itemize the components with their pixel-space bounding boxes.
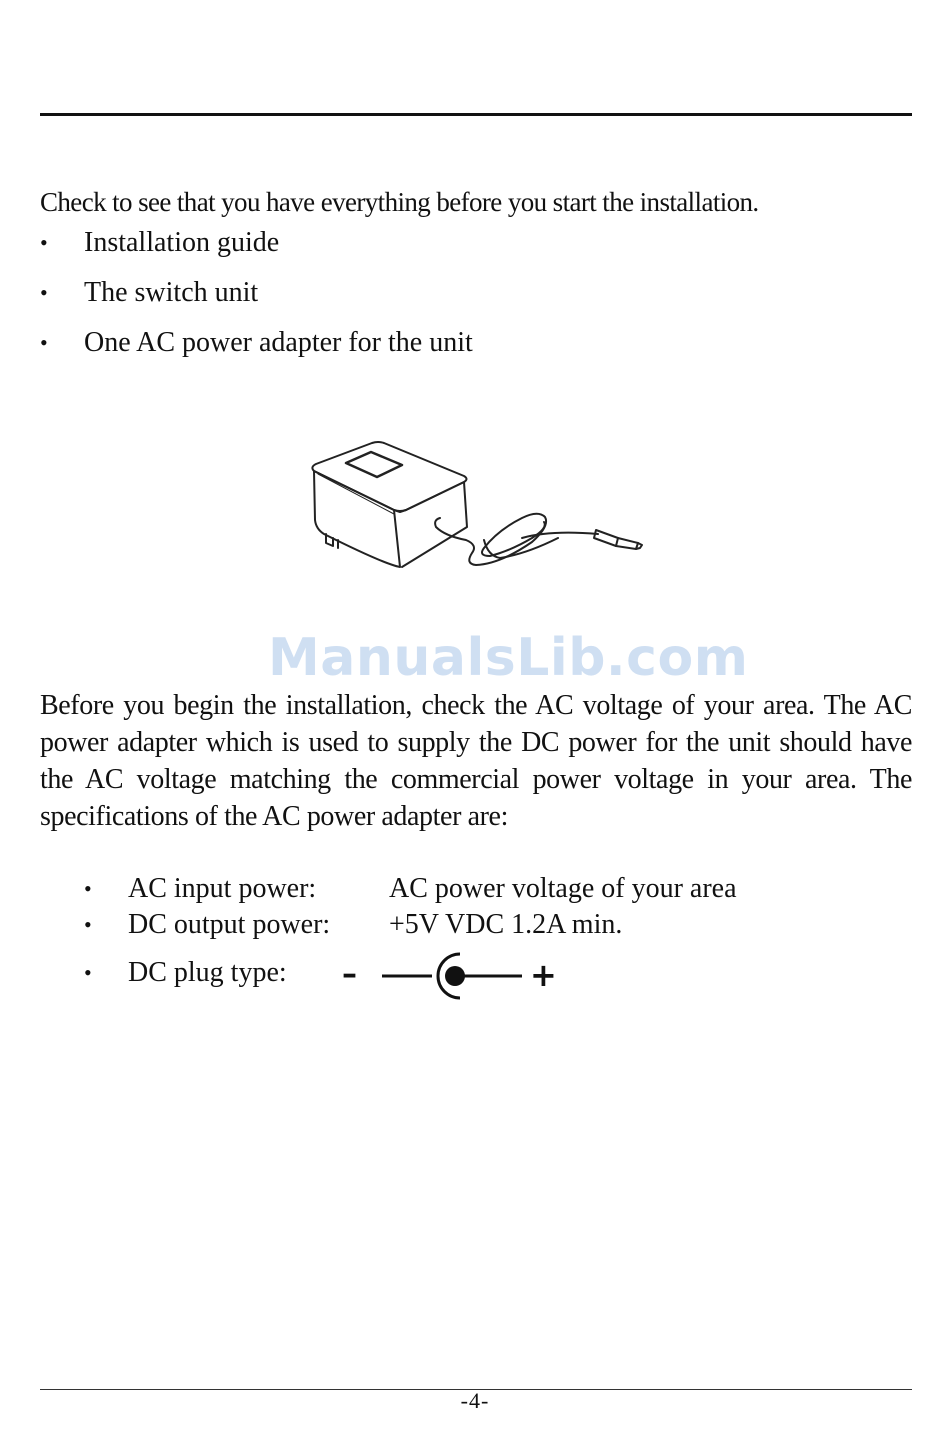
bullet: • — [40, 280, 48, 305]
bullet: • — [84, 912, 92, 937]
dc-plug-polarity-icon — [342, 948, 562, 1004]
bullet: • — [84, 960, 92, 985]
spec-label: DC plug type: — [128, 957, 287, 988]
intro-text: Check to see that you have everything before you start the installation. — [40, 187, 759, 217]
list-item-text: Installation guide — [84, 227, 280, 258]
spec-label: AC input power: — [128, 873, 317, 904]
minus-sign: – — [342, 957, 357, 992]
list-item-text: The switch unit — [84, 277, 259, 308]
bullet: • — [40, 330, 48, 355]
spec-label: DC output power: — [128, 909, 331, 940]
bullet: • — [40, 230, 48, 255]
watermark: ManualsLib.com — [268, 628, 749, 688]
spec-value: +5V VDC 1.2A min. — [389, 909, 623, 940]
list-item-text: One AC power adapter for the unit — [84, 327, 473, 358]
header-rule — [40, 113, 912, 116]
ac-adapter-illustration — [300, 430, 650, 580]
spec-value: AC power voltage of your area — [389, 873, 737, 904]
voltage-paragraph: Before you begin the installation, check the AC voltage of your area. The AC power adapter which is used to supply the DC power for the unit should have the AC voltage matching the commercial power voltage in your area. The specifications of the AC power adapter are: — [40, 690, 912, 832]
bullet: • — [84, 876, 92, 901]
page-number: -4- — [460, 1388, 490, 1413]
plus-sign: + — [530, 956, 557, 994]
spec-item — [84, 956, 604, 996]
